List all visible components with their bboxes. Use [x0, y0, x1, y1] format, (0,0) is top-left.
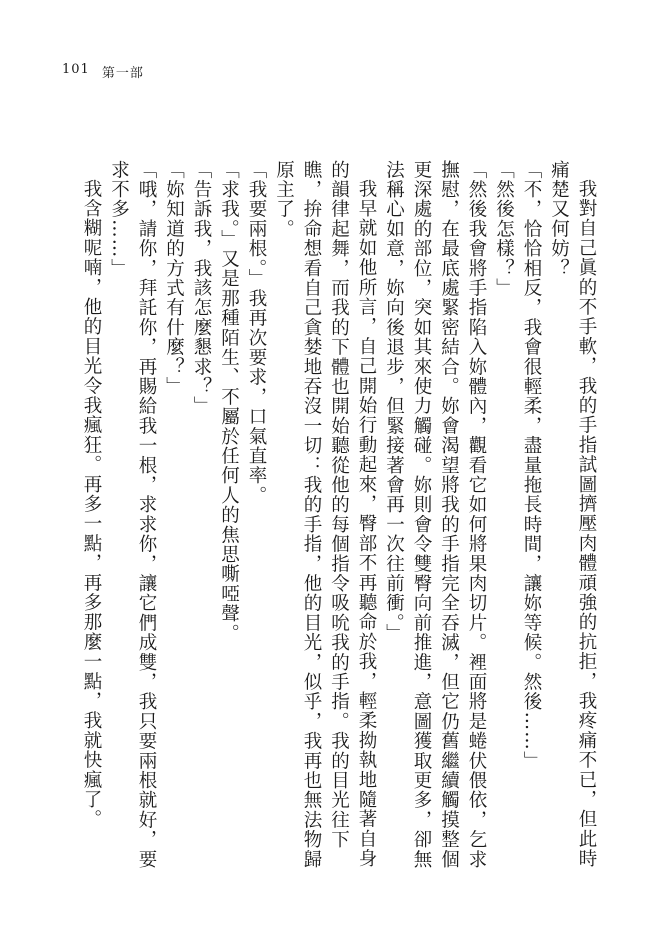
paragraph-9: 「妳知道的方式有什麼？」 [163, 160, 185, 397]
paragraph-4: 「然後我會將手指陷入妳體內，觀看它如何將果肉切片。裡面將是蜷伏偎依，乞求撫慰，在最底處緊密結合。妳會渴望將我的手指完全吞滅，但它仍舊繼續觸摸整個更深處的部位，突如其來使力觸碰。妳則會令雙臀向前推進，意圖獲取更多，卻無法稱心如意，妳向後退步，但緊接著會再一次往前衝。」 [383, 160, 487, 870]
paragraph-2: 「不，恰恰相反，我會很輕柔，盡量拖長時間，讓妳等候。然後……」 [521, 160, 542, 771]
paragraph-8: 「告訴我，我該怎麼懇求？」 [191, 160, 212, 417]
paragraph-6: 「我要兩根。」我再次要求，口氣直率。 [246, 160, 267, 506]
paragraph-5: 我早就如他所言，自己開始行動起來，臀部不再聽命於我，輕柔拗執地隨著自身的韻律起舞，而我的下體也開始聽從他的每個指令吸吮我的手指。我的目光往下瞧，拚命想看自己貪婪地吞沒一切：我的手指，他的目光，似乎，我再也無法物歸原主了。 [273, 160, 377, 870]
vertical-text-body [60, 160, 600, 880]
section-title: 第一部 [101, 66, 144, 81]
paragraph-1: 我對自己眞的不手軟，我的手指試圖擠壓肉體頑強的抗拒，我疼痛不已，但此時痛楚又何妨？ [548, 160, 597, 868]
paragraph-10: 「哦，請你，拜託你，再賜給我一根，求求你，讓它們成雙，我只要兩根就好，要求不多……」 [108, 160, 157, 870]
page-number: 101 [62, 62, 90, 77]
paragraph-3: 「然後怎樣？」 [493, 160, 515, 298]
paragraph-7: 「求我。」又是那種陌生、不屬於任何人的焦思嘶啞聲。 [218, 160, 240, 644]
page-header [62, 62, 144, 81]
paragraph-11: 我含糊呢喃，他的目光令我瘋狂。再多一點，再多那麼一點，我就快瘋了。 [81, 178, 102, 829]
